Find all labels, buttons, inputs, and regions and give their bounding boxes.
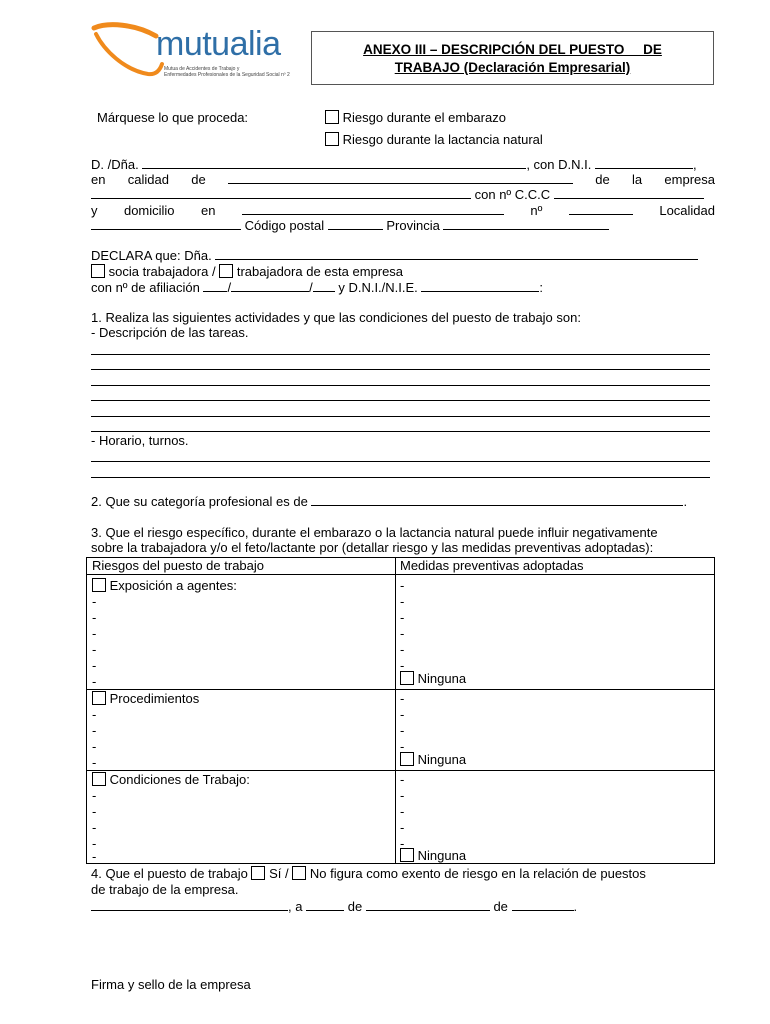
row-2-left-dash[interactable]: - bbox=[92, 707, 97, 722]
slash-2: / bbox=[309, 280, 313, 295]
table-row-divider-2 bbox=[87, 770, 714, 771]
provincia-field[interactable] bbox=[443, 218, 609, 230]
afiliacion-field-2[interactable] bbox=[231, 280, 309, 292]
row-3-right-dash[interactable]: - bbox=[400, 836, 405, 851]
row-1-right-dash[interactable]: - bbox=[400, 658, 405, 673]
checkbox-procedimientos[interactable] bbox=[92, 691, 106, 705]
declara-label: DECLARA que: Dña. bbox=[91, 248, 212, 263]
row-1-right-dash[interactable]: - bbox=[400, 610, 405, 625]
section-1-heading: 1. Realiza las siguientes actividades y que las condiciones del puesto de trabajo son: bbox=[91, 310, 581, 325]
option-lactancia[interactable] bbox=[325, 132, 543, 148]
socia-label: socia trabajadora / bbox=[108, 264, 216, 279]
row-3-left-dash[interactable]: - bbox=[92, 788, 97, 803]
horario-label: - Horario, turnos. bbox=[91, 433, 189, 448]
y-label: y bbox=[91, 203, 98, 218]
tareas-line-3[interactable] bbox=[91, 385, 710, 386]
row-2-left-dash[interactable]: - bbox=[92, 723, 97, 738]
row-1-ninguna[interactable] bbox=[400, 671, 466, 687]
place-field[interactable] bbox=[91, 899, 288, 911]
logo-subtitle-1: Mutua de Accidentes de Trabajo y bbox=[164, 66, 240, 72]
row-3-right-dash[interactable]: - bbox=[400, 804, 405, 819]
row-3-left-dash[interactable]: - bbox=[92, 849, 97, 864]
row-1-left-dash[interactable]: - bbox=[92, 674, 97, 689]
tareas-line-4[interactable] bbox=[91, 400, 710, 401]
identity-line-5 bbox=[91, 218, 609, 234]
tareas-line-1[interactable] bbox=[91, 354, 710, 355]
row-1-right-dash[interactable]: - bbox=[400, 626, 405, 641]
declara-name-field[interactable] bbox=[215, 248, 698, 260]
table-column-divider bbox=[395, 558, 396, 863]
ccc-label: con nº C.C.C bbox=[474, 187, 551, 202]
logo-brand: mutualia bbox=[156, 25, 281, 63]
domicilio-label: domicilio bbox=[123, 203, 175, 218]
cp-field[interactable] bbox=[328, 218, 383, 230]
identity-line-3 bbox=[91, 187, 715, 203]
checkbox-embarazo[interactable] bbox=[325, 110, 339, 124]
tareas-label: - Descripción de las tareas. bbox=[91, 325, 249, 340]
dni-nie-field[interactable] bbox=[421, 280, 539, 292]
checkbox-ninguna-1[interactable] bbox=[400, 671, 414, 685]
ccc-field[interactable] bbox=[554, 187, 704, 199]
option-embarazo-label: Riesgo durante el embarazo bbox=[342, 110, 506, 125]
title-box bbox=[311, 31, 714, 85]
colon: : bbox=[539, 280, 544, 295]
row-2-left-dash[interactable]: - bbox=[92, 755, 97, 770]
option-embarazo[interactable] bbox=[325, 110, 506, 126]
provincia-label: Provincia bbox=[386, 218, 440, 233]
checkbox-exposicion[interactable] bbox=[92, 578, 106, 592]
logo-subtitle-2: Enfermedades Profesionales de la Seguridad Social nº 2 bbox=[164, 72, 290, 78]
numero-field[interactable] bbox=[569, 203, 633, 215]
numero-label: nº bbox=[530, 203, 543, 218]
de-label: de bbox=[191, 172, 206, 187]
section-4-text-1: 4. Que el puesto de trabajo bbox=[91, 866, 248, 881]
section-2-dot: . bbox=[683, 494, 688, 509]
checkbox-si[interactable] bbox=[251, 866, 265, 880]
section-4-line-1 bbox=[91, 866, 646, 882]
section-3-line-2: sobre la trabajadora y/o el feto/lactante por (detallar riesgo y las medidas preventivas adoptadas): bbox=[91, 540, 654, 555]
row-3-left-dash[interactable]: - bbox=[92, 836, 97, 851]
checkbox-lactancia[interactable] bbox=[325, 132, 339, 146]
a-label: , a bbox=[288, 899, 303, 914]
row-2-right-dash[interactable]: - bbox=[400, 723, 405, 738]
row-3-right-dash[interactable]: - bbox=[400, 788, 405, 803]
ninguna-2-label: Ninguna bbox=[417, 752, 467, 767]
section-4-text-2: No figura como exento de riesgo en la relación de puestos bbox=[309, 866, 646, 881]
table-row-divider-1 bbox=[87, 689, 714, 690]
title-line-1: ANEXO III – DESCRIPCIÓN DEL PUESTO DE bbox=[363, 42, 662, 57]
cp-label: Código postal bbox=[244, 218, 325, 233]
section-3-line-1: 3. Que el riesgo específico, durante el embarazo o la lactancia natural puede influir negativamente bbox=[91, 525, 658, 540]
row-1-right-dash[interactable]: - bbox=[400, 642, 405, 657]
dni-field[interactable] bbox=[595, 157, 693, 169]
exposicion-label: Exposición a agentes: bbox=[109, 578, 237, 593]
declara-line-1 bbox=[91, 248, 698, 264]
row-3-left-dash[interactable]: - bbox=[92, 804, 97, 819]
row-2-right-dash[interactable]: - bbox=[400, 707, 405, 722]
identity-line-2 bbox=[91, 172, 715, 188]
risk-table bbox=[86, 557, 715, 864]
afiliacion-field-3[interactable] bbox=[313, 280, 335, 292]
firma-label: Firma y sello de la empresa bbox=[91, 977, 251, 992]
col-header-medidas: Medidas preventivas adoptadas bbox=[400, 558, 584, 573]
checkbox-ninguna-2[interactable] bbox=[400, 752, 414, 766]
dni-nie-label: y D.N.I./N.I.E. bbox=[338, 280, 418, 295]
row-1-left-dash[interactable]: - bbox=[92, 610, 97, 625]
tareas-line-5[interactable] bbox=[91, 416, 710, 417]
empresa-field[interactable] bbox=[91, 187, 471, 199]
option-lactancia-label: Riesgo durante la lactancia natural bbox=[342, 132, 543, 147]
row-3-ninguna[interactable] bbox=[400, 848, 466, 864]
row-1-left-dash[interactable]: - bbox=[92, 642, 97, 657]
slash-1: / bbox=[227, 280, 232, 295]
row-1-left-dash[interactable]: - bbox=[92, 626, 97, 641]
declara-line-3 bbox=[91, 280, 543, 296]
mutualia-logo bbox=[90, 20, 305, 82]
trabajadora-label: trabajadora de esta empresa bbox=[236, 264, 404, 279]
checkbox-ninguna-3[interactable] bbox=[400, 848, 414, 862]
row-1-right-dash[interactable]: - bbox=[400, 594, 405, 609]
categoria-field[interactable] bbox=[311, 494, 683, 506]
tareas-line-2[interactable] bbox=[91, 369, 710, 370]
title-line-2: TRABAJO (Declaración Empresarial) bbox=[394, 60, 631, 75]
dna-label: D. /Dña. bbox=[91, 157, 139, 172]
condiciones-label: Condiciones de Trabajo: bbox=[109, 772, 250, 787]
declara-line-2 bbox=[91, 264, 403, 280]
checkbox-socia[interactable] bbox=[91, 264, 105, 278]
row-2-right-dash[interactable]: - bbox=[400, 691, 405, 706]
calidad-field[interactable] bbox=[228, 172, 573, 184]
checkbox-no[interactable] bbox=[292, 866, 306, 880]
row-3-right-dash[interactable]: - bbox=[400, 820, 405, 835]
date-line bbox=[91, 899, 577, 915]
row-3-right-dash[interactable]: - bbox=[400, 772, 405, 787]
row-procedimientos[interactable] bbox=[92, 691, 199, 707]
col-header-riesgos: Riesgos del puesto de trabajo bbox=[92, 558, 265, 573]
section-4-line-2: de trabajo de la empresa. bbox=[91, 882, 239, 897]
si-label: Sí / bbox=[269, 866, 289, 881]
de-1-label: de bbox=[347, 899, 363, 914]
procedimientos-label: Procedimientos bbox=[109, 691, 200, 706]
row-2-ninguna[interactable] bbox=[400, 752, 466, 768]
ninguna-1-label: Ninguna bbox=[417, 671, 467, 686]
mutualia-logo-mark bbox=[90, 20, 165, 78]
row-exposicion[interactable] bbox=[92, 578, 237, 594]
en-label: en bbox=[91, 172, 106, 187]
row-2-right-dash[interactable]: - bbox=[400, 739, 405, 754]
row-1-right-dash[interactable]: - bbox=[400, 578, 405, 593]
afiliacion-field-1[interactable] bbox=[203, 280, 227, 292]
domicilio-field[interactable] bbox=[242, 203, 504, 215]
date-dot: . bbox=[573, 899, 578, 914]
calidad-label: calidad bbox=[127, 172, 169, 187]
name-field[interactable] bbox=[142, 157, 526, 169]
dni-label: , con D.N.I. bbox=[526, 157, 592, 172]
checkbox-trabajadora[interactable] bbox=[219, 264, 233, 278]
identity-line-4 bbox=[91, 203, 715, 219]
select-prompt: Márquese lo que proceda: bbox=[97, 110, 249, 125]
de-2-label: de bbox=[493, 899, 508, 914]
month-field[interactable] bbox=[366, 899, 490, 911]
section-2-text: 2. Que su categoría profesional es de bbox=[91, 494, 308, 509]
section-2 bbox=[91, 494, 687, 510]
la-label: la bbox=[632, 172, 643, 187]
row-3-left-dash[interactable]: - bbox=[92, 820, 97, 835]
row-1-left-dash[interactable]: - bbox=[92, 594, 97, 609]
comma: , bbox=[692, 157, 697, 172]
year-field[interactable] bbox=[512, 899, 574, 911]
ninguna-3-label: Ninguna bbox=[417, 848, 467, 863]
localidad-label: Localidad bbox=[659, 203, 715, 218]
day-field[interactable] bbox=[306, 899, 344, 911]
horario-line-1[interactable] bbox=[91, 461, 710, 462]
row-1-left-dash[interactable]: - bbox=[92, 658, 97, 673]
row-2-left-dash[interactable]: - bbox=[92, 739, 97, 754]
identity-line-1 bbox=[91, 157, 697, 173]
checkbox-condiciones[interactable] bbox=[92, 772, 106, 786]
en2-label: en bbox=[201, 203, 216, 218]
localidad-field[interactable] bbox=[91, 218, 241, 230]
row-condiciones[interactable] bbox=[92, 772, 250, 788]
afiliacion-label: con nº de afiliación bbox=[91, 280, 200, 295]
de2-label: de bbox=[595, 172, 610, 187]
empresa-label: empresa bbox=[664, 172, 715, 187]
tareas-line-6[interactable] bbox=[91, 431, 710, 432]
table-header-divider bbox=[87, 574, 714, 575]
horario-line-2[interactable] bbox=[91, 477, 710, 478]
